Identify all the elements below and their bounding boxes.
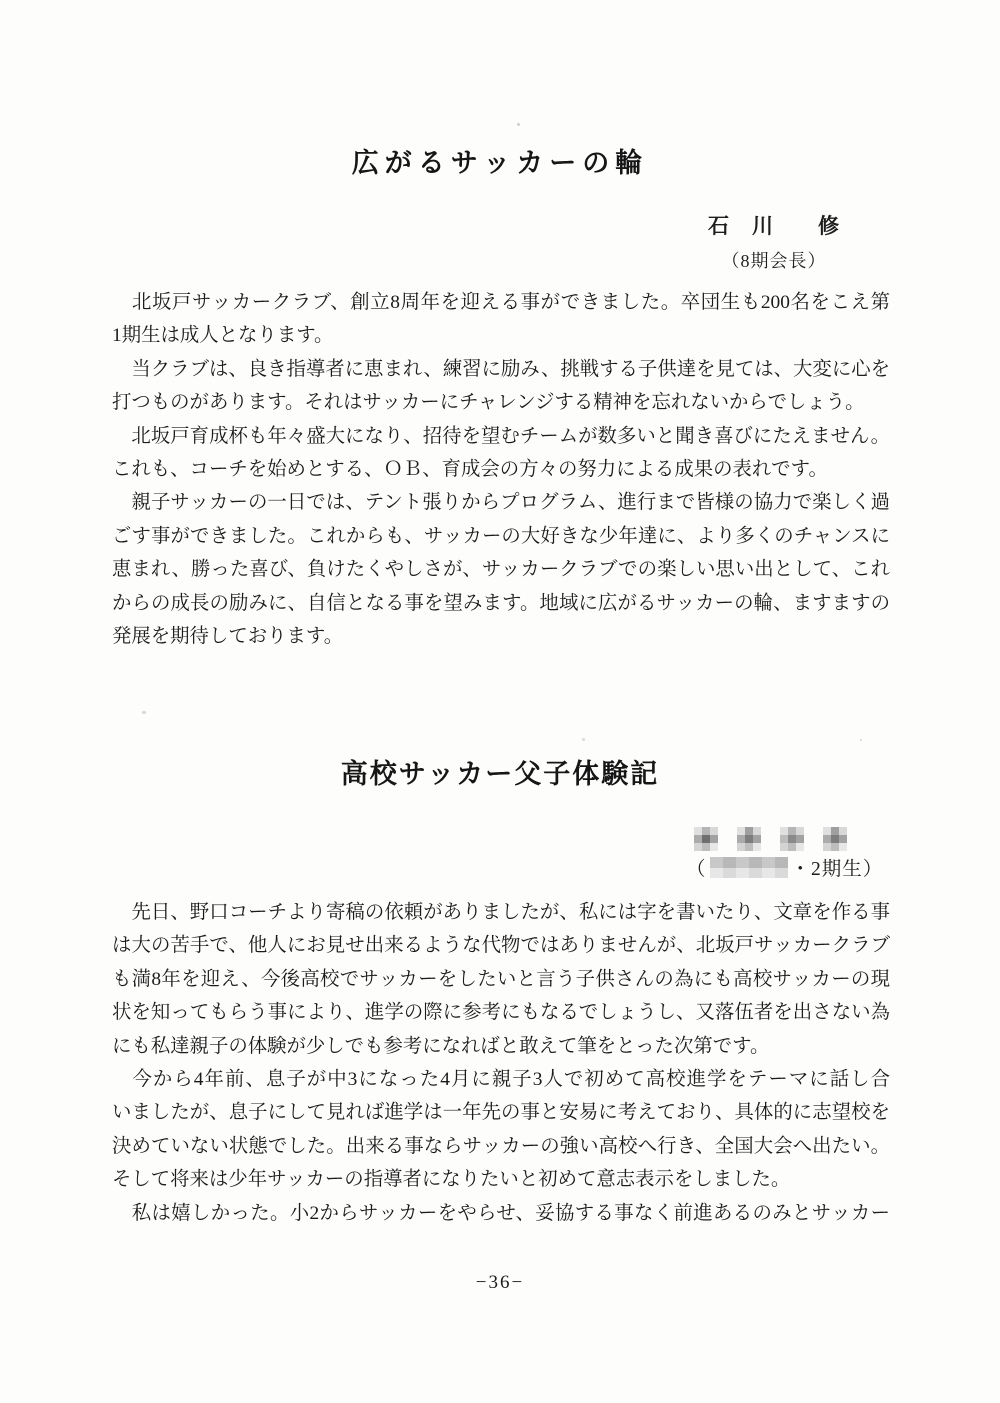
pixelated-block (780, 827, 804, 851)
page-number: −36− (475, 1272, 525, 1293)
body-text-line: 打つものがあります。それはサッカーにチャレンジする精神を忘れないからでしょう。 (112, 392, 865, 414)
body-text-line: 決めていない状態でした。出来る事ならサッカーの強い高校へ行き、全国大会へ出たい。 (112, 1135, 890, 1157)
body-text-line: からの成長の励みに、自信となる事を望みます。地域に広がるサッカーの輪、ますますの (112, 592, 890, 614)
body-text-line: 北坂戸サッカークラブ、創立8周年を迎える事ができました。卒団生も200名をこえ第 (112, 292, 890, 313)
body-text-line: にも私達親子の体験が少しでも参考になればと敢えて筆をとった次第です。 (112, 1035, 770, 1057)
body-text-line: 親子サッカーの一日では、テント張りからプログラム、進行まで皆様の協力で楽しく過 (112, 492, 890, 514)
article2-author-note (686, 853, 883, 881)
body-text-line: いましたが、息子にして見れば進学は一年先の事と安易に考えており、具体的に志望校を (112, 1102, 890, 1124)
body-text-line: これも、コーチを始めとする、ＯＢ、育成会の方々の努力による成果の表れです。 (112, 459, 828, 481)
article2-title: 高校サッカー父子体験記 (340, 759, 660, 789)
article1-body (112, 286, 890, 653)
body-text-line: 恵まれ、勝った喜び、負けたくやしさが、サッカークラブでの楽しい思い出として、これ (112, 559, 890, 581)
pixelated-block (737, 827, 761, 851)
body-text-line: 当クラブは、良き指導者に恵まれ、練習に励み、挑戦する子供達を見ては、大変に心を (112, 358, 890, 380)
scan-speck (860, 739, 862, 741)
author-note-class-label: ・2期生） (790, 859, 884, 880)
body-text-line: 私は嬉しかった。小2からサッカーをやらせ、妥協する事なく前進あるのみとサッカー (112, 1202, 890, 1224)
author-note-open-paren: （ (686, 859, 707, 880)
scan-speck (517, 123, 520, 126)
pixelated-block (694, 827, 718, 851)
body-text-line: も満8年を迎え、今後高校でサッカーをしたいと言う子供さんの為にも高校サッカーの現 (112, 968, 890, 990)
body-text-line: 1期生は成人となります。 (112, 325, 334, 347)
pixelated-block (823, 827, 847, 851)
body-text-line: ごす事ができました。これからも、サッカーの大好きな少年達に、より多くのチャンスに (112, 525, 890, 547)
article1-author-block (708, 210, 840, 273)
pixelated-strip (710, 857, 788, 878)
article1-author-name: 石 川 修 (708, 215, 840, 238)
scan-speck (142, 711, 146, 714)
article2-body (112, 896, 890, 1230)
article1-author-role: （8期会長） (721, 251, 827, 271)
body-text-line: 今から4年前、息子が中3になった4月に親子3人で初めて高校進学をテーマに話し合 (112, 1069, 890, 1091)
article1-title: 広がるサッカーの輪 (351, 148, 649, 178)
body-text-line: 先日、野口コーチより寄稿の依頼がありましたが、私には字を書いたり、文章を作る事 (112, 902, 890, 923)
body-text-line: 北坂戸育成杯も年々盛大になり、招待を望むチームが数多いと聞き喜びにたえません。 (112, 425, 890, 447)
body-text-line: そして将来は少年サッカーの指導者になりたいと初めて意志表示をしました。 (112, 1169, 791, 1191)
article2-author-name-redacted (694, 827, 847, 851)
body-text-line: は大の苦手で、他人にお見せ出来るような代物ではありませんが、北坂戸サッカークラブ (112, 935, 890, 957)
body-text-line: 状を知ってもらう事により、進学の際に参考にもなるでしょうし、又落伍者を出さない為 (112, 1002, 890, 1024)
scan-speck (582, 738, 585, 741)
body-text-line: 発展を期待しております。 (112, 626, 344, 648)
